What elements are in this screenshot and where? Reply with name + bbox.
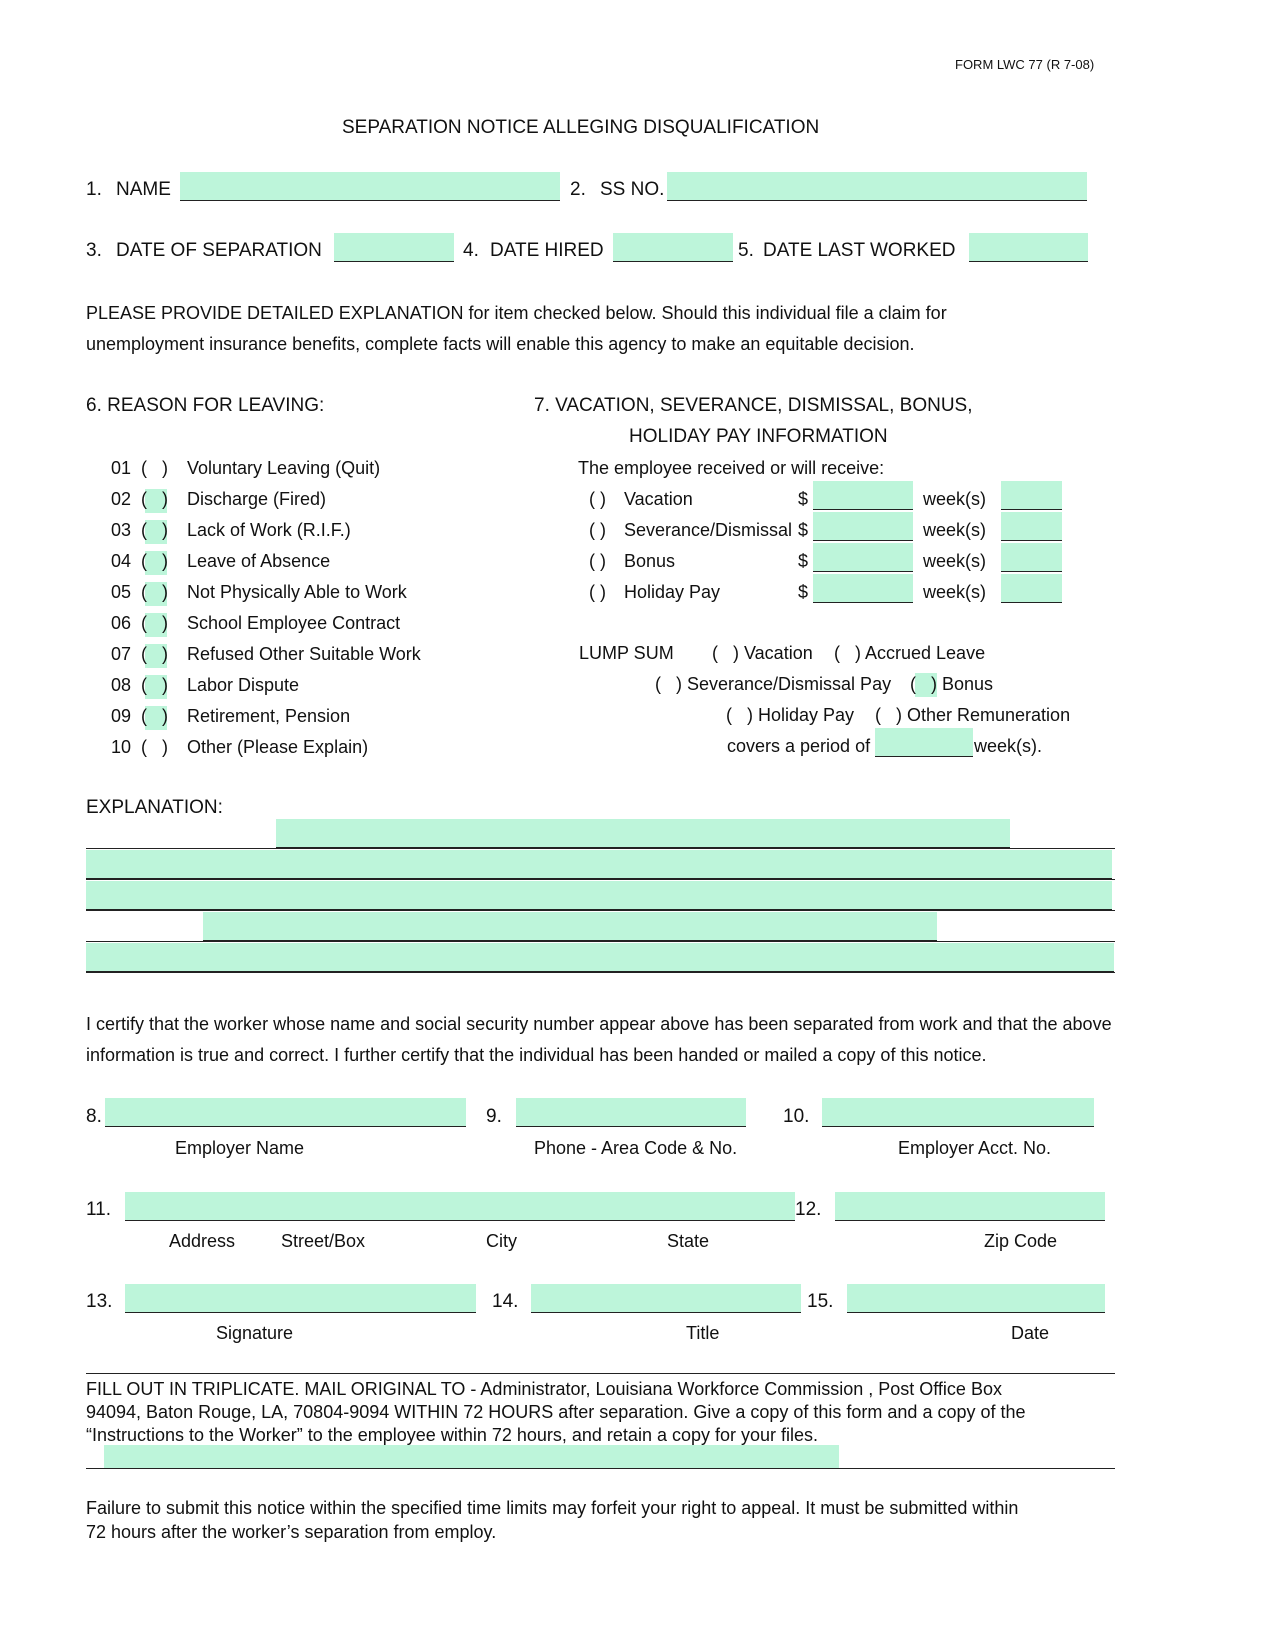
divider [86, 1373, 1115, 1374]
pay-amount-field[interactable] [813, 574, 913, 603]
option-label: Vacation [744, 643, 813, 663]
mailing-instructions: “Instructions to the Worker” to the employee within 72 hours, and retain a copy for your files. [86, 1425, 819, 1445]
explanation-label: EXPLANATION: [86, 797, 223, 818]
lump-holiday-pay-checkbox[interactable]: ( ) Holiday Pay [726, 705, 855, 725]
reason-label: Voluntary Leaving (Quit) [187, 458, 381, 478]
reason-code: 10 [111, 737, 132, 757]
date-field[interactable] [847, 1284, 1105, 1313]
reason-code: 08 [111, 675, 132, 695]
reason-label: School Employee Contract [187, 613, 401, 633]
date-hired-label: DATE HIRED [490, 240, 604, 261]
reason-code: 01 [111, 458, 132, 478]
pay-checkbox[interactable]: ( ) [589, 551, 606, 571]
item-number: 14. [492, 1291, 519, 1312]
option-label: Accrued Leave [865, 643, 986, 663]
pay-heading: 7. VACATION, SEVERANCE, DISMISSAL, BONUS, [534, 395, 973, 416]
pay-amount-field[interactable] [813, 481, 913, 510]
weeks-label: week(s) [923, 489, 987, 509]
pay-checkbox[interactable]: ( ) [589, 520, 606, 540]
employer-name-label: Employer Name [175, 1138, 305, 1158]
form-id: FORM LWC 77 (R 7-08) [955, 57, 1095, 72]
city-label: City [486, 1231, 517, 1251]
date-last-worked-field[interactable] [969, 233, 1088, 262]
phone-field[interactable] [516, 1098, 746, 1127]
reason-code: 09 [111, 706, 132, 726]
ss-label: SS NO. [600, 179, 665, 200]
pay-weeks-field[interactable] [1001, 543, 1062, 572]
item-number: 4. [463, 240, 479, 261]
reason-checkbox[interactable]: ( ) [141, 458, 168, 478]
reason-code: 06 [111, 613, 132, 633]
page-title: SEPARATION NOTICE ALLEGING DISQUALIFICATION [342, 117, 820, 138]
reason-code: 05 [111, 582, 132, 602]
mailing-instructions: FILL OUT IN TRIPLICATE. MAIL ORIGINAL TO - Administrator, Louisiana Workforce Commission , Post Office Box [86, 1379, 1002, 1399]
item-number: 10. [783, 1106, 810, 1127]
reason-code: 02 [111, 489, 132, 509]
reason-heading: 6. REASON FOR LEAVING: [86, 395, 325, 416]
employer-acct-field[interactable] [822, 1098, 1094, 1127]
reason-label: Refused Other Suitable Work [187, 644, 421, 664]
name-label: NAME [116, 179, 171, 200]
item-number: 13. [86, 1291, 113, 1312]
lump-sum-label: LUMP SUM [579, 643, 674, 663]
reason-checkbox[interactable]: ( ) [141, 737, 168, 757]
reason-checkbox[interactable]: ( ) [141, 675, 168, 695]
reason-label: Leave of Absence [187, 551, 331, 571]
reason-code: 03 [111, 520, 132, 540]
lump-accrued-leave-checkbox[interactable]: ( ) Accrued Leave [834, 643, 986, 663]
rule [86, 879, 1115, 880]
explanation-line-3[interactable] [86, 881, 1112, 910]
lump-bonus-checkbox[interactable]: ( ) Bonus [910, 674, 994, 694]
mailing-instructions: 94094, Baton Rouge, LA, 70804-9094 WITHIN 72 HOURS after separation. Give a copy of this form and a copy of the [86, 1402, 1026, 1422]
date-last-worked-label: DATE LAST WORKED [763, 240, 956, 261]
option-label: Severance/Dismissal Pay [687, 674, 892, 694]
pay-weeks-field[interactable] [1001, 481, 1062, 510]
date-of-separation-field[interactable] [334, 233, 454, 262]
zip-code-label: Zip Code [984, 1231, 1058, 1251]
signature-field[interactable] [125, 1284, 476, 1313]
covers-period-label: covers a period of [727, 736, 871, 756]
title-field[interactable] [531, 1284, 801, 1313]
weeks-label: week(s). [974, 736, 1043, 756]
failure-warning: 72 hours after the worker’s separation from employ. [86, 1522, 497, 1542]
reason-checkbox[interactable]: ( ) [141, 489, 168, 509]
item-number: 11. [86, 1199, 112, 1220]
rule [86, 848, 1115, 849]
dollar-sign: $ [798, 582, 809, 602]
pay-checkbox[interactable]: ( ) [589, 489, 606, 509]
pay-intro: The employee received or will receive: [578, 458, 885, 478]
lump-vacation-checkbox[interactable]: ( ) Vacation [712, 643, 813, 663]
item-number: 12. [795, 1199, 822, 1220]
zip-code-field[interactable] [835, 1192, 1105, 1221]
option-label: Other Remuneration [907, 705, 1071, 725]
reason-label: Labor Dispute [187, 675, 300, 695]
dollar-sign: $ [798, 551, 809, 571]
date-label: Date [1011, 1323, 1050, 1343]
item-number: 3. [86, 240, 102, 261]
certification-text: information is true and correct. I further certify that the individual has been handed or mailed a copy of this notice. [86, 1045, 987, 1065]
explanation-line-4[interactable] [203, 912, 937, 941]
pay-weeks-field[interactable] [1001, 512, 1062, 541]
pay-heading: HOLIDAY PAY INFORMATION [629, 426, 888, 447]
reason-code: 07 [111, 644, 132, 664]
reason-label: Retirement, Pension [187, 706, 351, 726]
weeks-label: week(s) [923, 582, 987, 602]
lump-severance-checkbox[interactable]: ( ) Severance/Dismissal Pay [655, 674, 892, 694]
pay-weeks-field[interactable] [1001, 574, 1062, 603]
item-number: 8. [86, 1106, 102, 1127]
item-number: 1. [86, 179, 102, 200]
address-label: Address [169, 1231, 236, 1251]
street-label: Street/Box [281, 1231, 366, 1251]
dollar-sign: $ [798, 489, 809, 509]
reason-checkbox[interactable]: ( ) [141, 706, 168, 726]
reason-label: Not Physically Able to Work [187, 582, 407, 602]
pay-checkbox[interactable]: ( ) [589, 582, 606, 602]
lump-other-remuneration-checkbox[interactable]: ( ) Other Remuneration [875, 705, 1071, 725]
reason-checkbox[interactable]: ( ) [141, 520, 168, 540]
pay-amount-field[interactable] [813, 543, 913, 572]
reason-code: 04 [111, 551, 132, 571]
weeks-label: week(s) [923, 520, 987, 540]
item-number: 2. [570, 179, 586, 200]
certification-text: I certify that the worker whose name and social security number appear above has been separated from work and that the above [86, 1014, 1112, 1034]
reason-label: Discharge (Fired) [187, 489, 327, 509]
explanation-line-2[interactable] [86, 850, 1112, 879]
explanation-line-1[interactable] [276, 819, 1010, 848]
item-number: 5. [738, 240, 754, 261]
weeks-label: week(s) [923, 551, 987, 571]
dollar-sign: $ [798, 520, 809, 540]
instructions-line: PLEASE PROVIDE DETAILED EXPLANATION for item checked below. Should this individual file a claim for [86, 303, 947, 323]
title-label: Title [686, 1323, 720, 1343]
reason-label: Lack of Work (R.I.F.) [187, 520, 351, 540]
pay-type-label: Holiday Pay [624, 582, 721, 602]
pay-type-label: Vacation [624, 489, 693, 509]
covers-weeks-field[interactable] [875, 728, 973, 757]
reason-checkbox[interactable]: ( ) [141, 613, 168, 633]
ss-no-field[interactable] [667, 172, 1087, 201]
reason-checkbox[interactable]: ( ) [141, 551, 168, 571]
failure-warning: Failure to submit this notice within the specified time limits may forfeit your right to appeal. It must be submitted within [86, 1498, 1019, 1518]
pay-type-label: Severance/Dismissal [624, 520, 793, 540]
reason-checkbox[interactable]: ( ) [141, 582, 168, 602]
rule [86, 941, 1115, 942]
reason-checkbox[interactable]: ( ) [141, 644, 168, 664]
rule [86, 910, 1115, 911]
date-hired-field[interactable] [613, 233, 733, 262]
option-label: Holiday Pay [758, 705, 855, 725]
pay-type-label: Bonus [624, 551, 676, 571]
phone-label: Phone - Area Code & No. [534, 1138, 738, 1158]
instructions-line: unemployment insurance benefits, complete facts will enable this agency to make an equitable decision. [86, 334, 915, 354]
option-label: Bonus [942, 674, 994, 694]
pay-amount-field[interactable] [813, 512, 913, 541]
footer-field[interactable] [104, 1445, 839, 1469]
date-of-separation-label: DATE OF SEPARATION [116, 240, 322, 261]
state-label: State [667, 1231, 710, 1251]
signature-label: Signature [216, 1323, 294, 1343]
explanation-line-5[interactable] [86, 943, 1114, 972]
employer-name-field[interactable] [105, 1098, 466, 1127]
item-number: 9. [486, 1106, 502, 1127]
reason-label: Other (Please Explain) [187, 737, 369, 757]
rule [86, 972, 1115, 973]
item-number: 15. [807, 1291, 834, 1312]
name-field[interactable] [180, 172, 560, 201]
address-field[interactable] [125, 1192, 795, 1221]
employer-acct-label: Employer Acct. No. [898, 1138, 1052, 1158]
